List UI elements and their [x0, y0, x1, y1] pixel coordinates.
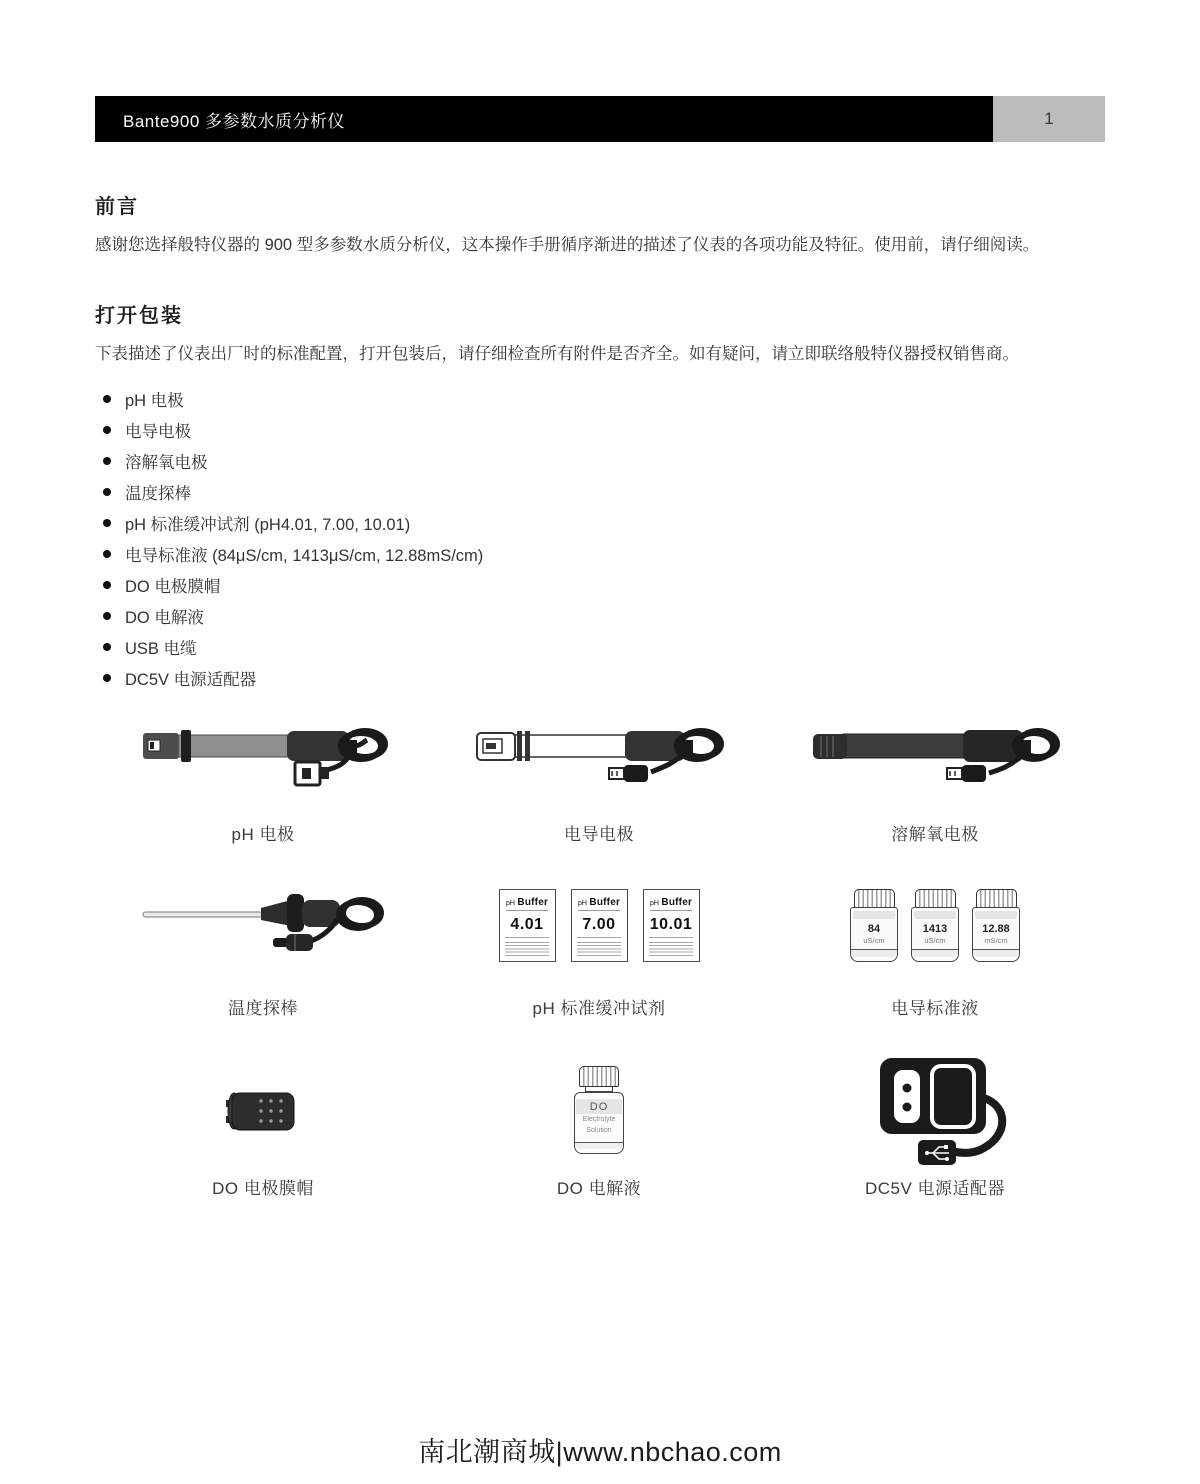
figure-temp-probe [95, 880, 431, 1019]
bottle-value: 1413 [922, 922, 948, 935]
figure-cond-electrode [431, 700, 767, 845]
cond-electrode-illustration [473, 700, 725, 808]
figure-do-solution [431, 1060, 767, 1199]
figure-caption: 温度探棒 [228, 999, 298, 1018]
list-item: DO 电极膜帽 [95, 569, 1107, 600]
bottle-cap [976, 889, 1017, 908]
bottle-label-line: Solution [586, 1127, 612, 1135]
list-item: 溶解氧电极 [95, 445, 1107, 476]
bottle-label-line: Electrolyte [582, 1116, 616, 1123]
figure-do-cap [95, 1060, 431, 1199]
figure-row-accessories [95, 1060, 1105, 1199]
list-item: pH 电极 [95, 383, 1107, 414]
bottle-cap [915, 889, 956, 908]
figure-caption: DO 电解液 [556, 1179, 642, 1198]
buffer-value: 4.01 [510, 915, 544, 933]
page-number: 1 [993, 96, 1105, 142]
bottle-unit: uS/cm [924, 936, 946, 946]
buffer-sachet: pH Buffer 10.01 [643, 889, 700, 962]
footer-watermark: 南北潮商城|www.nbchao.com [418, 1437, 782, 1467]
power-adapter-illustration [860, 1060, 1010, 1160]
foreword-paragraph: 感谢您选择般特仪器的 900 型多参数水质分析仪，这本操作手册循序渐进的描述了仪表的各项功能及特征。使用前，请仔细阅读。 [95, 236, 1040, 254]
figure-caption: 电导标准液 [891, 999, 979, 1018]
bottle-label-title: DO [589, 1101, 609, 1113]
unpacking-intro: 下表描述了仪表出厂时的标准配置，打开包装后，请仔细检查所有附件是否齐全。如有疑问，请立即联络般特仪器授权销售商。 [95, 344, 1019, 363]
figure-caption: 电导电极 [564, 825, 634, 844]
packing-list [95, 383, 1107, 693]
ph-electrode-illustration [137, 700, 389, 808]
do-solution-illustration [574, 1060, 624, 1160]
figure-caption: pH 电极 [231, 825, 295, 844]
do-cap-illustration [218, 1060, 308, 1160]
cond-standards-illustration [850, 880, 1020, 970]
bottle-cap [854, 889, 895, 908]
foreword-heading: 前言 [95, 196, 139, 218]
list-item: pH 标准缓冲试剂 (pH4.01, 7.00, 10.01) [95, 507, 1107, 538]
figure-caption: pH 标准缓冲试剂 [532, 999, 666, 1018]
buffer-sachet: pH Buffer 4.01 [499, 889, 556, 962]
header-bar [95, 96, 1105, 142]
figure-row-standards [95, 880, 1105, 1019]
figure-cond-standards [767, 880, 1103, 1019]
document-title: Bante900 多参数水质分析仪 [95, 96, 993, 142]
figure-do-electrode [767, 700, 1103, 845]
unpacking-heading: 打开包装 [95, 304, 183, 327]
standard-bottle [972, 889, 1020, 962]
list-item: 温度探棒 [95, 476, 1107, 507]
fine-print [649, 942, 693, 958]
list-item: 电导标准液 (84μS/cm, 1413μS/cm, 12.88mS/cm) [95, 538, 1107, 569]
temp-probe-illustration [137, 880, 389, 970]
bottle-value: 12.88 [982, 922, 1010, 935]
content-area [95, 142, 1107, 693]
fine-print [577, 942, 621, 958]
list-item: USB 电缆 [95, 631, 1107, 662]
buffer-sachet: pH Buffer 7.00 [571, 889, 628, 962]
ph-buffer-illustration [499, 880, 700, 970]
list-item: DO 电解液 [95, 600, 1107, 631]
standard-bottle [850, 889, 898, 962]
figure-caption: DC5V 电源适配器 [864, 1179, 1006, 1198]
fine-print [505, 942, 549, 958]
figure-ph-electrode [95, 700, 431, 845]
bottle-unit: uS/cm [863, 936, 885, 946]
figure-ph-buffer [431, 880, 767, 1019]
buffer-value: 10.01 [649, 915, 693, 933]
figure-caption: 溶解氧电极 [891, 825, 979, 844]
figure-row-electrodes [95, 700, 1105, 845]
figure-caption: DO 电极膜帽 [212, 1179, 314, 1198]
buffer-value: 7.00 [582, 915, 616, 933]
do-electrode-illustration [809, 700, 1061, 808]
bottle-cap [579, 1066, 619, 1087]
list-item: 电导电极 [95, 414, 1107, 445]
list-item: DC5V 电源适配器 [95, 662, 1107, 693]
bottle-unit: mS/cm [984, 936, 1008, 946]
figure-power-adapter [767, 1060, 1103, 1199]
standard-bottle [911, 889, 959, 962]
bottle-value: 84 [867, 922, 881, 935]
